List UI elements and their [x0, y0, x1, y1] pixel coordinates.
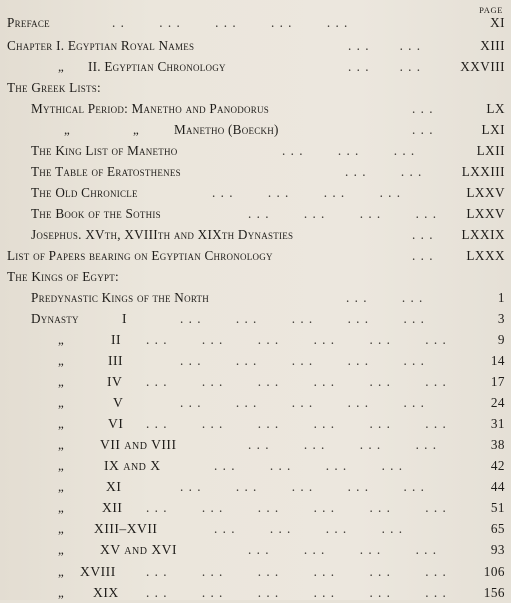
ditto-mark: „ — [58, 564, 64, 579]
page-column-label: PAGE — [479, 5, 503, 15]
entry-page: 93 — [490, 542, 505, 557]
entry-page: 44 — [490, 479, 505, 494]
toc-entry-king-list — [0, 140, 511, 161]
entry-title: Predynastic Kings of the North — [31, 290, 210, 305]
entry-page: LXI — [481, 122, 505, 137]
entry-title: XII — [102, 500, 123, 515]
toc-entry-dynasty-3 — [0, 350, 511, 371]
entry-page: 156 — [483, 585, 505, 600]
ditto-mark: „ — [58, 542, 64, 557]
dot-leaders: . . . . . . . . . — [282, 143, 416, 158]
dot-leaders: . . . . . . . . . . . . . . . . . . — [146, 585, 447, 600]
entry-title: VI — [108, 416, 124, 431]
dot-leaders: . . . . . . — [346, 290, 424, 305]
entry-title: The King List of Manetho — [31, 143, 178, 158]
ditto-mark: „ — [58, 458, 64, 473]
toc-entry-old-chronicle — [0, 182, 511, 203]
toc-entry-chapter-2 — [0, 56, 511, 77]
entry-page: LXXV — [466, 206, 505, 221]
dot-leaders: . . . . . . . . . . . . — [248, 542, 438, 557]
entry-page: 3 — [497, 311, 505, 326]
entry-page: 42 — [490, 458, 505, 473]
toc-entry-predynastic — [0, 287, 511, 308]
ditto-mark: „ — [58, 416, 64, 431]
entry-page: XIII — [480, 38, 505, 53]
entry-title: Dynasty — [31, 311, 79, 326]
entry-title: IV — [107, 374, 123, 389]
dot-leaders: . . . . . . . . . . . . — [248, 437, 438, 452]
dot-leaders: . . . . . . . . . . . . — [214, 458, 404, 473]
entry-page: 1 — [497, 290, 505, 305]
toc-entry-dynasty-13-17 — [0, 518, 511, 539]
ditto-mark: „ — [58, 395, 64, 410]
ditto-mark: „ — [58, 521, 64, 536]
dot-leaders: . . . . . . — [348, 59, 422, 74]
dot-leaders: . . . . . . . . . . . . . . — [112, 15, 349, 30]
toc-entry-manetho-boeckh — [0, 119, 511, 140]
entry-title: Preface — [7, 15, 50, 30]
entry-page: 14 — [490, 353, 505, 368]
dot-leaders: . . . . . . . . . . . . — [212, 185, 402, 200]
toc-entry-dynasty-15-16 — [0, 539, 511, 560]
toc-entry-preface — [0, 12, 511, 33]
dot-leaders: . . . — [412, 248, 434, 263]
toc-entry-chapter-1 — [0, 35, 511, 56]
dot-leaders: . . . . . . . . . . . . . . . — [180, 353, 425, 368]
entry-title: List of Papers bearing on Egyptian Chronology — [7, 248, 273, 263]
entry-title: V — [113, 395, 124, 410]
entry-page: 51 — [490, 500, 505, 515]
toc-entry-mythical-period — [0, 98, 511, 119]
entry-title: The Old Chronicle — [31, 185, 138, 200]
dynasty-numeral: I — [122, 311, 128, 326]
entry-title: The Table of Eratosthenes — [31, 164, 181, 179]
toc-entry-eratosthenes — [0, 161, 511, 182]
toc-entry-dynasty-2 — [0, 329, 511, 350]
entry-title: Josephus. XVth, XVIIIth and XIXth Dynasties — [31, 227, 294, 242]
entry-title: XVIII — [80, 564, 116, 579]
toc-entry-dynasty-1 — [0, 308, 511, 329]
ditto-mark: „ — [58, 585, 64, 600]
toc-entry-dynasty-6 — [0, 413, 511, 434]
ditto-mark: „ — [58, 479, 64, 494]
entry-title: Chapter I. Egyptian Royal Names — [7, 38, 195, 53]
dot-leaders: . . . . . . — [348, 38, 422, 53]
entry-page: LX — [486, 101, 505, 116]
dot-leaders: . . . . . . . . . . . . . . . . . . — [146, 564, 447, 579]
ditto-mark: „ — [58, 332, 64, 347]
entry-title: VII and VIII — [100, 437, 177, 452]
toc-section-kings-of-egypt — [0, 266, 511, 287]
entry-title: II. Egyptian Chronology — [88, 59, 226, 74]
ditto-mark: „ — [58, 374, 64, 389]
ditto-mark: „ — [58, 500, 64, 515]
entry-page: 9 — [497, 332, 505, 347]
dot-leaders: . . . . . . . . . . . . . . . . . . — [146, 332, 447, 347]
entry-title: Manetho (Boeckh) — [174, 122, 279, 137]
entry-title: The Book of the Sothis — [31, 206, 161, 221]
toc-section-greek-lists — [0, 77, 511, 98]
entry-page: 17 — [490, 374, 505, 389]
entry-page: XXVIII — [460, 59, 505, 74]
entry-title: IX and X — [104, 458, 161, 473]
toc-entry-dynasty-4 — [0, 371, 511, 392]
dot-leaders: . . . . . . . . . . . . . . . . . . — [146, 416, 447, 431]
entry-page: LXXIX — [461, 227, 505, 242]
entry-page: 31 — [490, 416, 505, 431]
entry-page: 24 — [490, 395, 505, 410]
entry-title: II — [111, 332, 122, 347]
toc-entry-dynasty-5 — [0, 392, 511, 413]
dot-leaders: . . . . . . . . . . . . — [214, 521, 404, 536]
toc-entry-dynasty-18 — [0, 561, 511, 582]
ditto-mark: „ „ — [64, 122, 139, 137]
entry-page: LXII — [476, 143, 505, 158]
section-title: The Greek Lists: — [7, 80, 101, 95]
toc-entry-list-of-papers — [0, 245, 511, 266]
entry-title: XIII–XVII — [94, 521, 158, 536]
entry-page: 65 — [490, 521, 505, 536]
entry-title: XIX — [93, 585, 119, 600]
ditto-mark: „ — [58, 353, 64, 368]
ditto-mark: „ — [58, 59, 64, 74]
entry-title: XV and XVI — [100, 542, 178, 557]
ditto-mark: „ — [58, 437, 64, 452]
toc-entry-dynasty-12 — [0, 497, 511, 518]
section-title: The Kings of Egypt: — [7, 269, 119, 284]
toc-entry-josephus — [0, 224, 511, 245]
dot-leaders: . . . — [412, 122, 434, 137]
dot-leaders: . . . . . . . . . . . . . . . — [180, 479, 425, 494]
toc-entry-book-of-sothis — [0, 203, 511, 224]
entry-page: XI — [490, 15, 505, 30]
entry-page: 106 — [483, 564, 505, 579]
dot-leaders: . . . . . . . . . . . . . . . — [180, 311, 425, 326]
toc-entry-dynasty-9-10 — [0, 455, 511, 476]
entry-title: Mythical Period: Manetho and Panodorus — [31, 101, 269, 116]
dot-leaders: . . . — [412, 227, 434, 242]
entry-page: LXXIII — [461, 164, 505, 179]
dot-leaders: . . . . . . — [345, 164, 423, 179]
toc-entry-dynasty-11 — [0, 476, 511, 497]
dot-leaders: . . . . . . . . . . . . . . . — [180, 395, 425, 410]
dot-leaders: . . . — [412, 101, 434, 116]
entry-title: III — [108, 353, 124, 368]
entry-page: 38 — [490, 437, 505, 452]
entry-page: LXXV — [466, 185, 505, 200]
toc-entry-dynasty-7-8 — [0, 434, 511, 455]
dot-leaders: . . . . . . . . . . . . — [248, 206, 438, 221]
dot-leaders: . . . . . . . . . . . . . . . . . . — [146, 500, 447, 515]
dot-leaders: . . . . . . . . . . . . . . . . . . — [146, 374, 447, 389]
entry-title: XI — [106, 479, 122, 494]
entry-page: LXXX — [466, 248, 505, 263]
